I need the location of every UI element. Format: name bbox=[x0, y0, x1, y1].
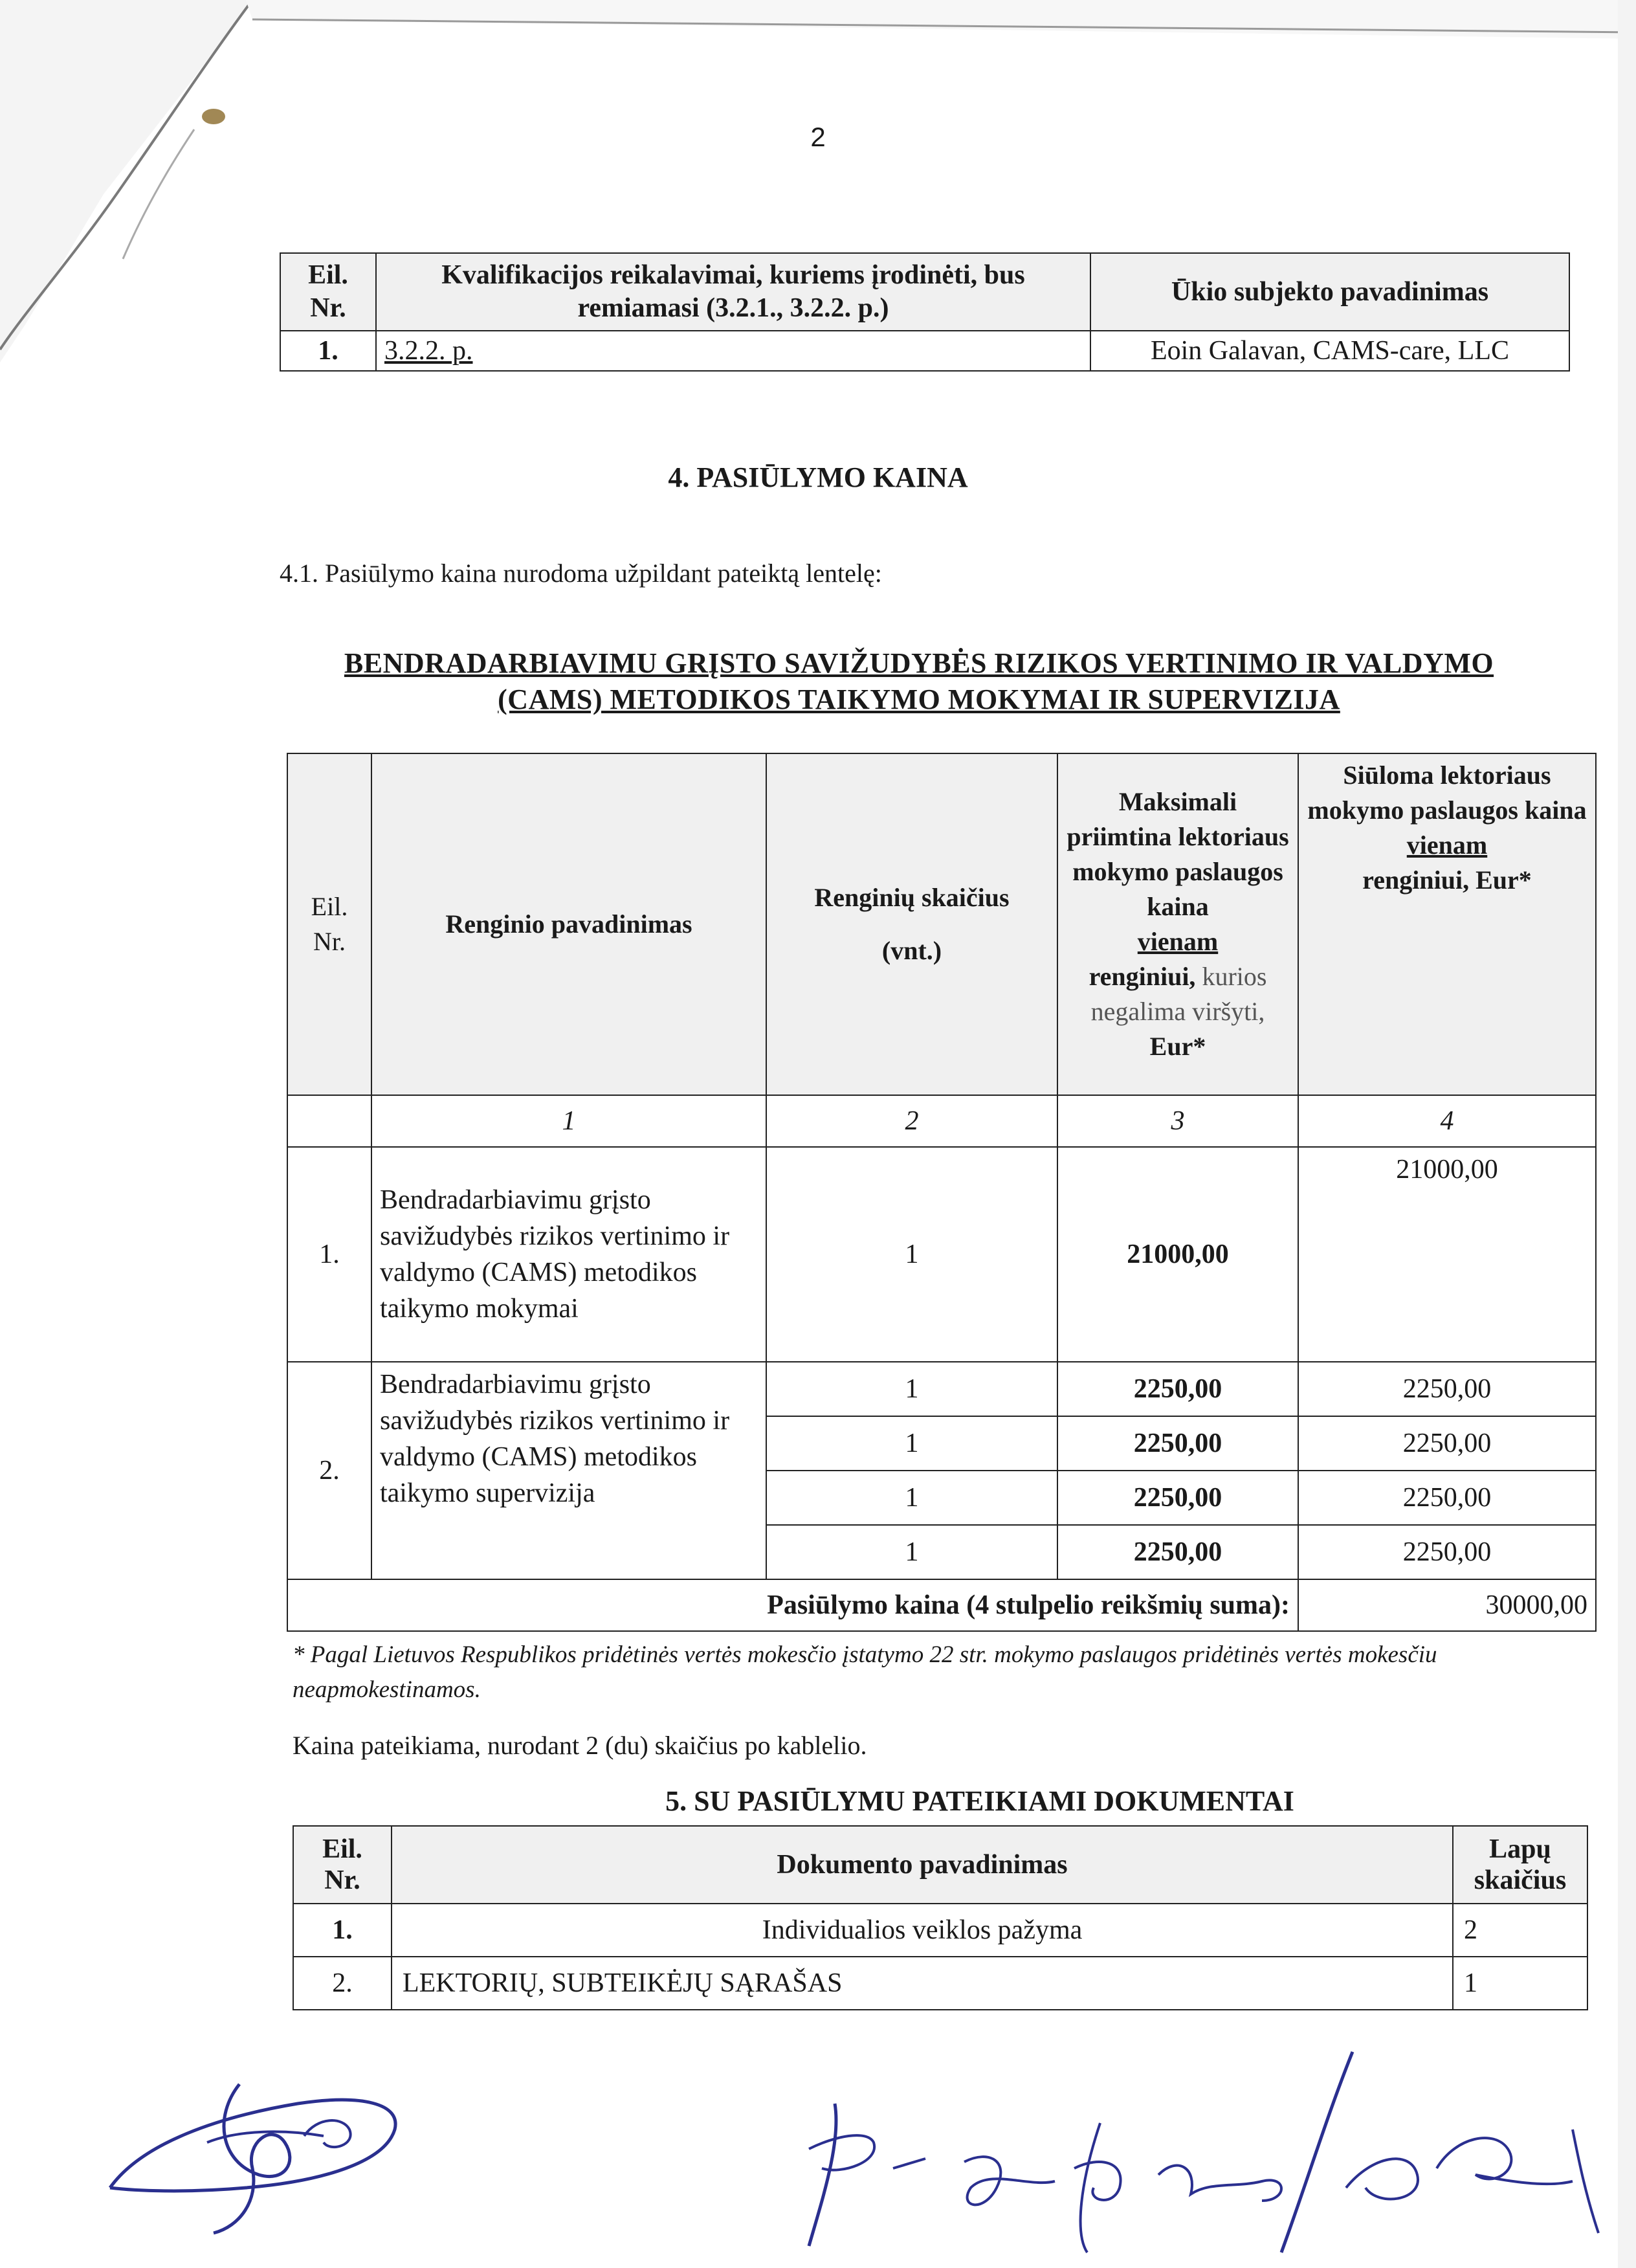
table-header-row bbox=[293, 1826, 1587, 1904]
table-header-row bbox=[280, 253, 1569, 331]
table-row bbox=[293, 1957, 1587, 2010]
cell-max-price: 21000,00 bbox=[1057, 1147, 1298, 1362]
total-value: 30000,00 bbox=[1298, 1579, 1596, 1631]
header-no: Eil. Nr. bbox=[293, 1826, 392, 1904]
header-no: Eil. Nr. bbox=[280, 253, 376, 331]
table-row bbox=[280, 331, 1569, 371]
cell-no: 1. bbox=[293, 1904, 392, 1957]
header-entity: Ūkio subjekto pavadinimas bbox=[1090, 253, 1569, 331]
header-event-name: Renginio pavadinimas bbox=[371, 753, 766, 1095]
cell-no: 1. bbox=[287, 1147, 371, 1362]
header-no-text: Eil. Nr. bbox=[311, 892, 348, 956]
cell-event-name: Bendradarbiavimu grįsto savižudybės rizikos vertinimo ir valdymo (CAMS) metodikos taikymo mokymai bbox=[371, 1147, 766, 1362]
cell-document-name: Individualios veiklos pažyma bbox=[392, 1904, 1453, 1957]
cell-no: 1. bbox=[280, 331, 376, 371]
cell-no: 2. bbox=[287, 1362, 371, 1579]
column-number: 1 bbox=[371, 1095, 766, 1147]
header-pages: Lapų skaičius bbox=[1453, 1826, 1587, 1904]
price-table-title-line-2: (CAMS) METODIKOS TAIKYMO MOKYMAI IR SUPERVIZIJA bbox=[498, 684, 1340, 715]
page-number: 2 bbox=[810, 122, 826, 152]
cell-entity: Eoin Galavan, CAMS-care, LLC bbox=[1090, 331, 1569, 371]
header-event-count-label: Renginių skaičius bbox=[814, 883, 1010, 912]
price-table bbox=[287, 753, 1597, 1632]
cell-count: 1 bbox=[766, 1362, 1057, 1416]
cell-offer-price: 2250,00 bbox=[1298, 1416, 1596, 1471]
section-4-intro: 4.1. Pasiūlymo kaina nurodoma užpildant pateiktą lentelę: bbox=[280, 559, 882, 588]
column-number-row bbox=[287, 1095, 1596, 1147]
cell-count: 1 bbox=[766, 1416, 1057, 1471]
total-row bbox=[287, 1579, 1596, 1631]
table-row bbox=[293, 1904, 1587, 1957]
documents-table bbox=[293, 1825, 1588, 2010]
price-format-note: Kaina pateikiama, nurodant 2 (du) skaičius po kablelio. bbox=[293, 1731, 867, 1760]
cell-count: 1 bbox=[766, 1525, 1057, 1579]
section-4-heading: 4. PASIŪLYMO KAINA bbox=[668, 461, 968, 493]
header-event-count-unit: (vnt.) bbox=[881, 936, 942, 965]
column-number: 4 bbox=[1298, 1095, 1596, 1147]
header-requirements: Kvalifikacijos reikalavimai, kuriems įrodinėti, bus remiamasi (3.2.1., 3.2.2. p.) bbox=[376, 253, 1090, 331]
cell-max-price: 2250,00 bbox=[1057, 1416, 1298, 1471]
header-offer-price bbox=[1298, 753, 1596, 1095]
qualification-table bbox=[280, 252, 1570, 372]
vat-footnote: * Pagal Lietuvos Respublikos pridėtinės vertės mokesčio įstatymo 22 str. mokymo paslaugos pridėtinės vertės mokesčiu neapmokestinamos. bbox=[293, 1641, 1437, 1703]
header-offer-price-c: renginiui, Eur* bbox=[1362, 865, 1532, 895]
cell-max-price: 2250,00 bbox=[1057, 1471, 1298, 1525]
cell-requirement: 3.2.2. p. bbox=[376, 331, 1090, 371]
cell-pages: 1 bbox=[1453, 1957, 1587, 2010]
header-max-price-c: renginiui, bbox=[1089, 962, 1196, 991]
table-header-row bbox=[287, 753, 1596, 1095]
table-row bbox=[287, 1147, 1596, 1362]
cell-offer-price: 2250,00 bbox=[1298, 1362, 1596, 1416]
header-max-price-b: vienam bbox=[1137, 927, 1219, 956]
header-no bbox=[287, 753, 371, 1095]
column-number: 3 bbox=[1057, 1095, 1298, 1147]
cell-count: 1 bbox=[766, 1147, 1057, 1362]
header-offer-price-a: Siūloma lektoriaus mokymo paslaugos kaina bbox=[1307, 761, 1587, 825]
signatures-right bbox=[796, 2039, 1631, 2268]
cell-document-name: LEKTORIŲ, SUBTEIKĖJŲ SĄRAŠAS bbox=[392, 1957, 1453, 2010]
header-event-count bbox=[766, 753, 1057, 1095]
cell-offer-price: 2250,00 bbox=[1298, 1525, 1596, 1579]
column-number-empty bbox=[287, 1095, 371, 1147]
header-document-name: Dokumento pavadinimas bbox=[392, 1826, 1453, 1904]
cell-pages: 2 bbox=[1453, 1904, 1587, 1957]
header-offer-price-b: vienam bbox=[1406, 830, 1488, 860]
cell-count: 1 bbox=[766, 1471, 1057, 1525]
cell-offer-price: 21000,00 bbox=[1298, 1147, 1596, 1362]
cell-offer-price: 2250,00 bbox=[1298, 1471, 1596, 1525]
table-row bbox=[287, 1362, 1596, 1416]
price-table-title-line-1: BENDRADARBIAVIMU GRĮSTO SAVIŽUDYBĖS RIZIKOS VERTINIMO IR VALDYMO bbox=[344, 647, 1494, 679]
section-5-heading: 5. SU PASIŪLYMU PATEIKIAMI DOKUMENTAI bbox=[665, 1785, 1294, 1817]
header-max-price-a: Maksimali priimtina lektoriaus mokymo paslaugos kaina bbox=[1067, 787, 1289, 921]
header-max-price bbox=[1057, 753, 1298, 1095]
header-max-price-e: Eur* bbox=[1149, 1032, 1206, 1061]
cell-event-name: Bendradarbiavimu grįsto savižudybės rizikos vertinimo ir valdymo (CAMS) metodikos taikymo supervizija bbox=[371, 1362, 766, 1579]
signature-left bbox=[91, 2032, 427, 2246]
total-label: Pasiūlymo kaina (4 stulpelio reikšmių suma): bbox=[287, 1579, 1298, 1631]
cell-max-price: 2250,00 bbox=[1057, 1525, 1298, 1579]
cell-no: 2. bbox=[293, 1957, 392, 2010]
header-max-price-d: kurios negalima viršyti, bbox=[1090, 962, 1267, 1026]
cell-max-price: 2250,00 bbox=[1057, 1362, 1298, 1416]
column-number: 2 bbox=[766, 1095, 1057, 1147]
